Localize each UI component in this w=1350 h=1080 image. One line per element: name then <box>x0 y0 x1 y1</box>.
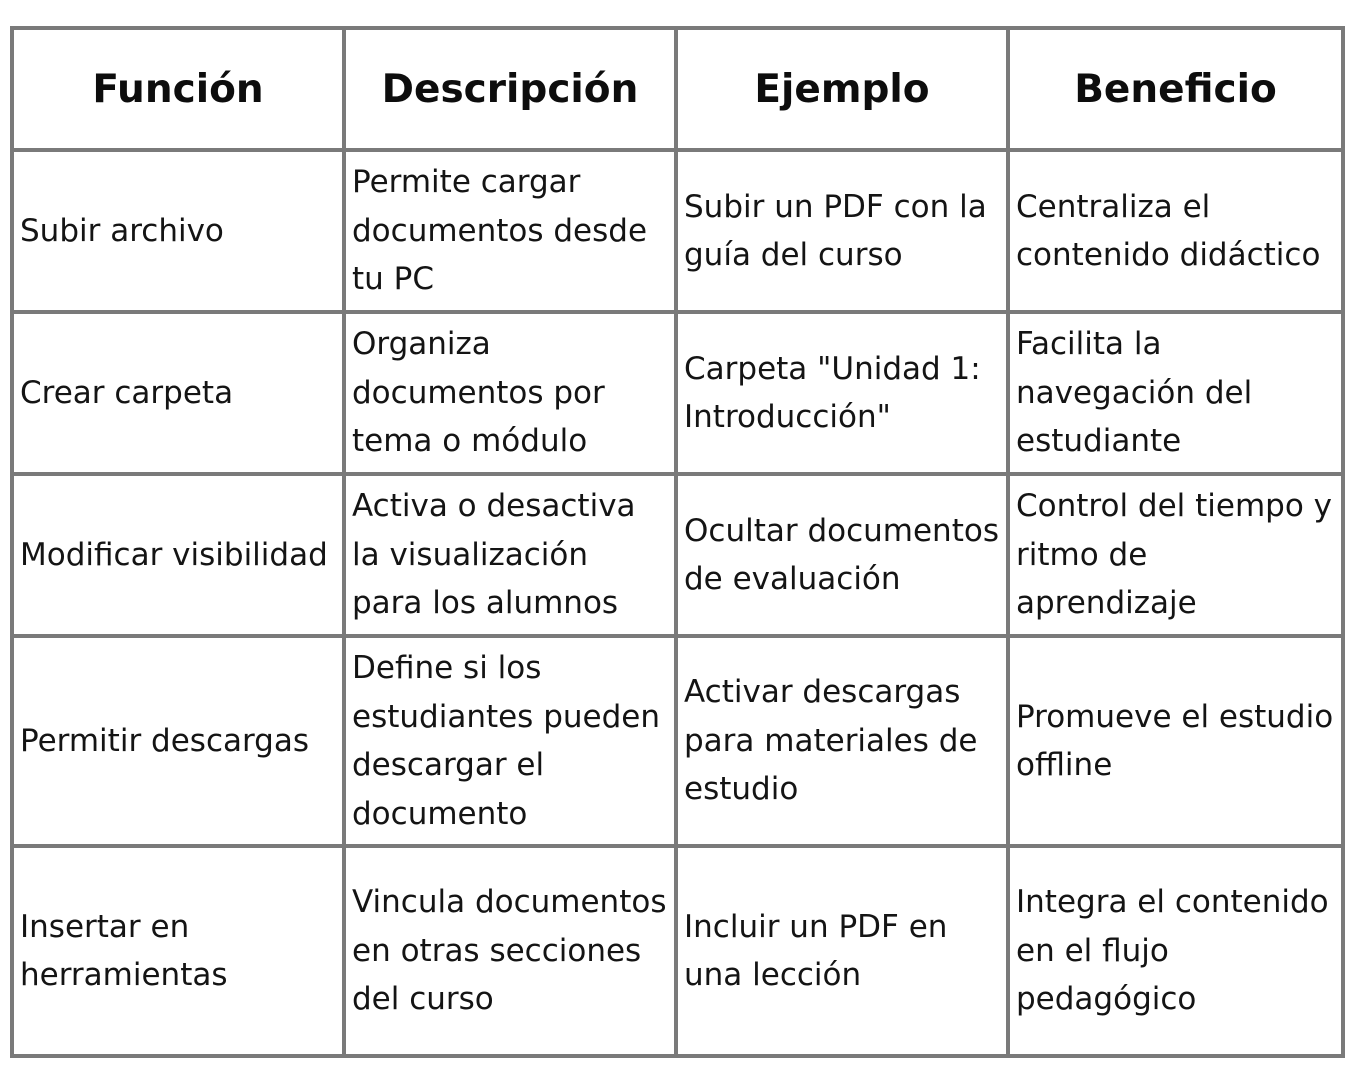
features-table <box>10 26 1345 1058</box>
cell-descripcion: Organiza documentos por tema o módulo <box>344 312 676 474</box>
table-row <box>12 474 1343 636</box>
table-body <box>12 150 1343 1056</box>
cell-beneficio: Integra el contenido en el flujo pedagógico <box>1008 846 1343 1056</box>
cell-descripcion: Vincula documentos en otras secciones del curso <box>344 846 676 1056</box>
cell-funcion: Subir archivo <box>12 150 344 312</box>
cell-descripcion: Define si los estudiantes pueden descargar el documento <box>344 636 676 846</box>
cell-funcion: Insertar en herramientas <box>12 846 344 1056</box>
header-beneficio: Beneficio <box>1008 28 1343 150</box>
cell-descripcion: Activa o desactiva la visualización para los alumnos <box>344 474 676 636</box>
table-row <box>12 150 1343 312</box>
cell-funcion: Crear carpeta <box>12 312 344 474</box>
cell-ejemplo: Incluir un PDF en una lección <box>676 846 1008 1056</box>
header-ejemplo: Ejemplo <box>676 28 1008 150</box>
table-row <box>12 846 1343 1056</box>
header-funcion: Función <box>12 28 344 150</box>
header-row <box>12 28 1343 150</box>
table-header <box>12 28 1343 150</box>
cell-beneficio: Promueve el estudio offline <box>1008 636 1343 846</box>
cell-beneficio: Centraliza el contenido didáctico <box>1008 150 1343 312</box>
table-row <box>12 636 1343 846</box>
cell-beneficio: Facilita la navegación del estudiante <box>1008 312 1343 474</box>
cell-beneficio: Control del tiempo y ritmo de aprendizaje <box>1008 474 1343 636</box>
cell-ejemplo: Activar descargas para materiales de estudio <box>676 636 1008 846</box>
cell-ejemplo: Carpeta "Unidad 1: Introducción" <box>676 312 1008 474</box>
cell-funcion: Permitir descargas <box>12 636 344 846</box>
cell-descripcion: Permite cargar documentos desde tu PC <box>344 150 676 312</box>
cell-ejemplo: Ocultar documentos de evaluación <box>676 474 1008 636</box>
header-descripcion: Descripción <box>344 28 676 150</box>
table-row <box>12 312 1343 474</box>
cell-ejemplo: Subir un PDF con la guía del curso <box>676 150 1008 312</box>
cell-funcion: Modificar visibilidad <box>12 474 344 636</box>
